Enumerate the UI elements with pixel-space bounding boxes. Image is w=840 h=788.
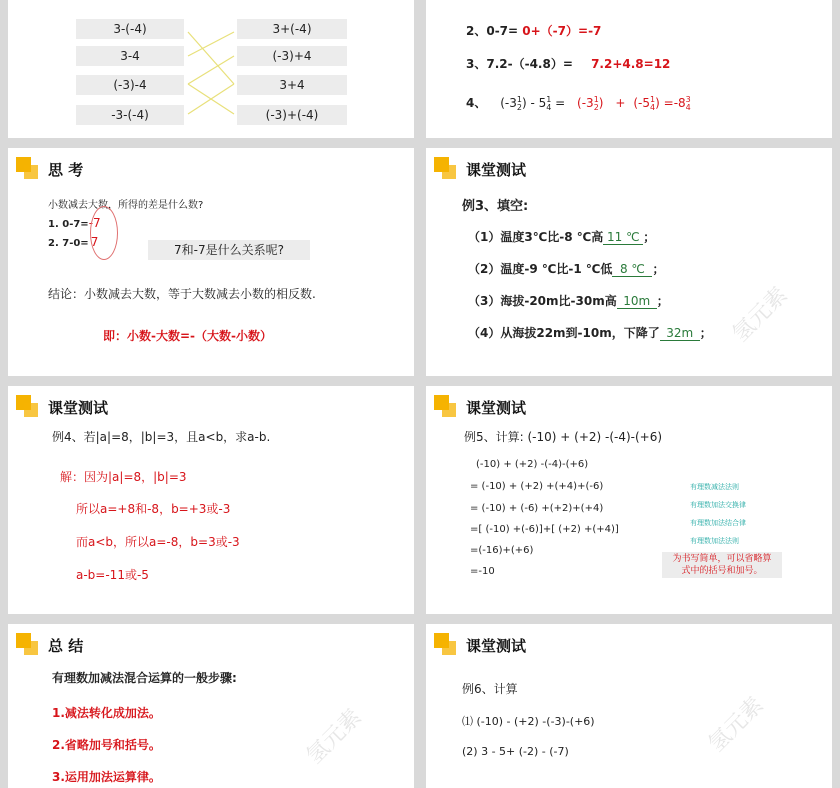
slide-test-4 [8,386,414,614]
question: 小数减去大数，所得的差是什么数? [48,200,204,211]
slide-summary [8,624,414,788]
note-4: 有理数加法法则 [690,537,739,545]
slide-title: 总 结 [48,637,84,655]
step-3: 3.运用加法运算律。 [52,770,161,784]
step-4: =[ (-10) +(-6)]+[ (+2) +(+4)] [470,524,619,535]
item-1: 1. 0-7=-7 [48,216,101,230]
slide-test-6 [426,624,832,788]
note-2: 有理数加法交换律 [690,501,746,509]
q4: （4）从海拔22m到-10m，下降了 32m ； [468,326,712,340]
solution-2: 所以a=+8和-8，b=+3或-3 [76,502,231,516]
note-3: 有理数加法结合律 [690,519,746,527]
right-box-1: 3+(-4) [237,19,347,39]
note-1: 有理数减法法则 [690,483,739,491]
heading: 例3、填空: [462,199,529,214]
answer-ellipse [90,206,118,260]
line-2: 2、0-7= 0+（-7）=-7 [466,24,602,38]
step-1: 1.减法转化成加法。 [52,706,161,720]
q1: （1）温度3℃比-8 ℃高 11 ℃ ； [468,230,656,244]
slide-title: 课堂测试 [466,161,527,179]
slide-test-5 [426,386,832,614]
solution-4: a-b=-11或-5 [76,568,149,582]
q2: （2）温度-9 ℃比-1 ℃低 8 ℃ ； [468,262,665,276]
formula: 即：小数-大数=-（大数-小数） [103,329,272,343]
problem: 例4、若|a|=8，|b|=3，且a<b，求a-b. [52,430,271,444]
q1: ⑴ (-10) - (+2) -(-3)-(+6) [462,715,595,728]
right-box-3: 3+4 [237,75,347,95]
slide-answers [426,0,832,138]
left-box-2: 3-4 [76,46,184,66]
q2: (2) 3 - 5+ (-2) - (-7) [462,745,569,758]
left-box-1: 3-(-4) [76,19,184,39]
left-box-3: (-3)-4 [76,75,184,95]
logo-icon [16,395,38,417]
slide-title: 思 考 [48,161,84,179]
matching-lines [184,20,238,130]
watermark: 氢元素 [728,282,793,348]
logo-icon [16,157,38,179]
problem: 例5、计算: (-10) + (+2) -(-4)-(+6) [464,430,663,444]
conclusion: 结论：小数减去大数，等于大数减去小数的相反数. [48,287,316,301]
step-2: 2.省略加号和括号。 [52,738,161,752]
slide-title: 课堂测试 [48,399,109,417]
logo-icon [16,633,38,655]
watermark: 氢元素 [704,692,769,758]
line-4: 4、 (-31 2) - 51 4 = (-31 2) + (-51 4) =-83 4 [466,94,691,112]
heading: 例6、计算 [462,682,518,696]
logo-icon [434,157,456,179]
logo-icon [434,395,456,417]
step-6: =-10 [470,566,495,577]
solution-3: 而a<b，所以a=-8，b=3或-3 [76,535,240,549]
solution-1: 解：因为|a|=8，|b|=3 [60,470,187,484]
q3: （3）海拔-20m比-30m高 10m ； [468,294,669,308]
step-5: =(-16)+(+6) [470,545,534,556]
step-3: = (-10) + (-6) +(+2)+(+4) [470,503,604,514]
slide-title: 课堂测试 [466,637,527,655]
step-1: (-10) + (+2) -(-4)-(+6) [476,459,589,470]
line-3: 3、7.2-（-4.8）= 7.2+4.8=12 [466,57,671,71]
tip-box: 为书写简单，可以省略算 式中的括号和加号。 [662,552,782,578]
step-2: = (-10) + (+2) +(+4)+(-6) [470,481,604,492]
watermark: 氢元素 [302,704,367,770]
left-box-4: -3-(-4) [76,105,184,125]
relation-box: 7和-7是什么关系呢? [148,240,310,260]
slide-test-3 [426,148,832,376]
right-box-2: (-3)+4 [237,46,347,66]
slide-think [8,148,414,376]
heading: 有理数加减法混合运算的一般步骤: [52,671,237,685]
item-2: 2. 7-0= 7 [48,235,99,249]
slide-title: 课堂测试 [466,399,527,417]
logo-icon [434,633,456,655]
slide-matching [8,0,414,138]
right-box-4: (-3)+(-4) [237,105,347,125]
